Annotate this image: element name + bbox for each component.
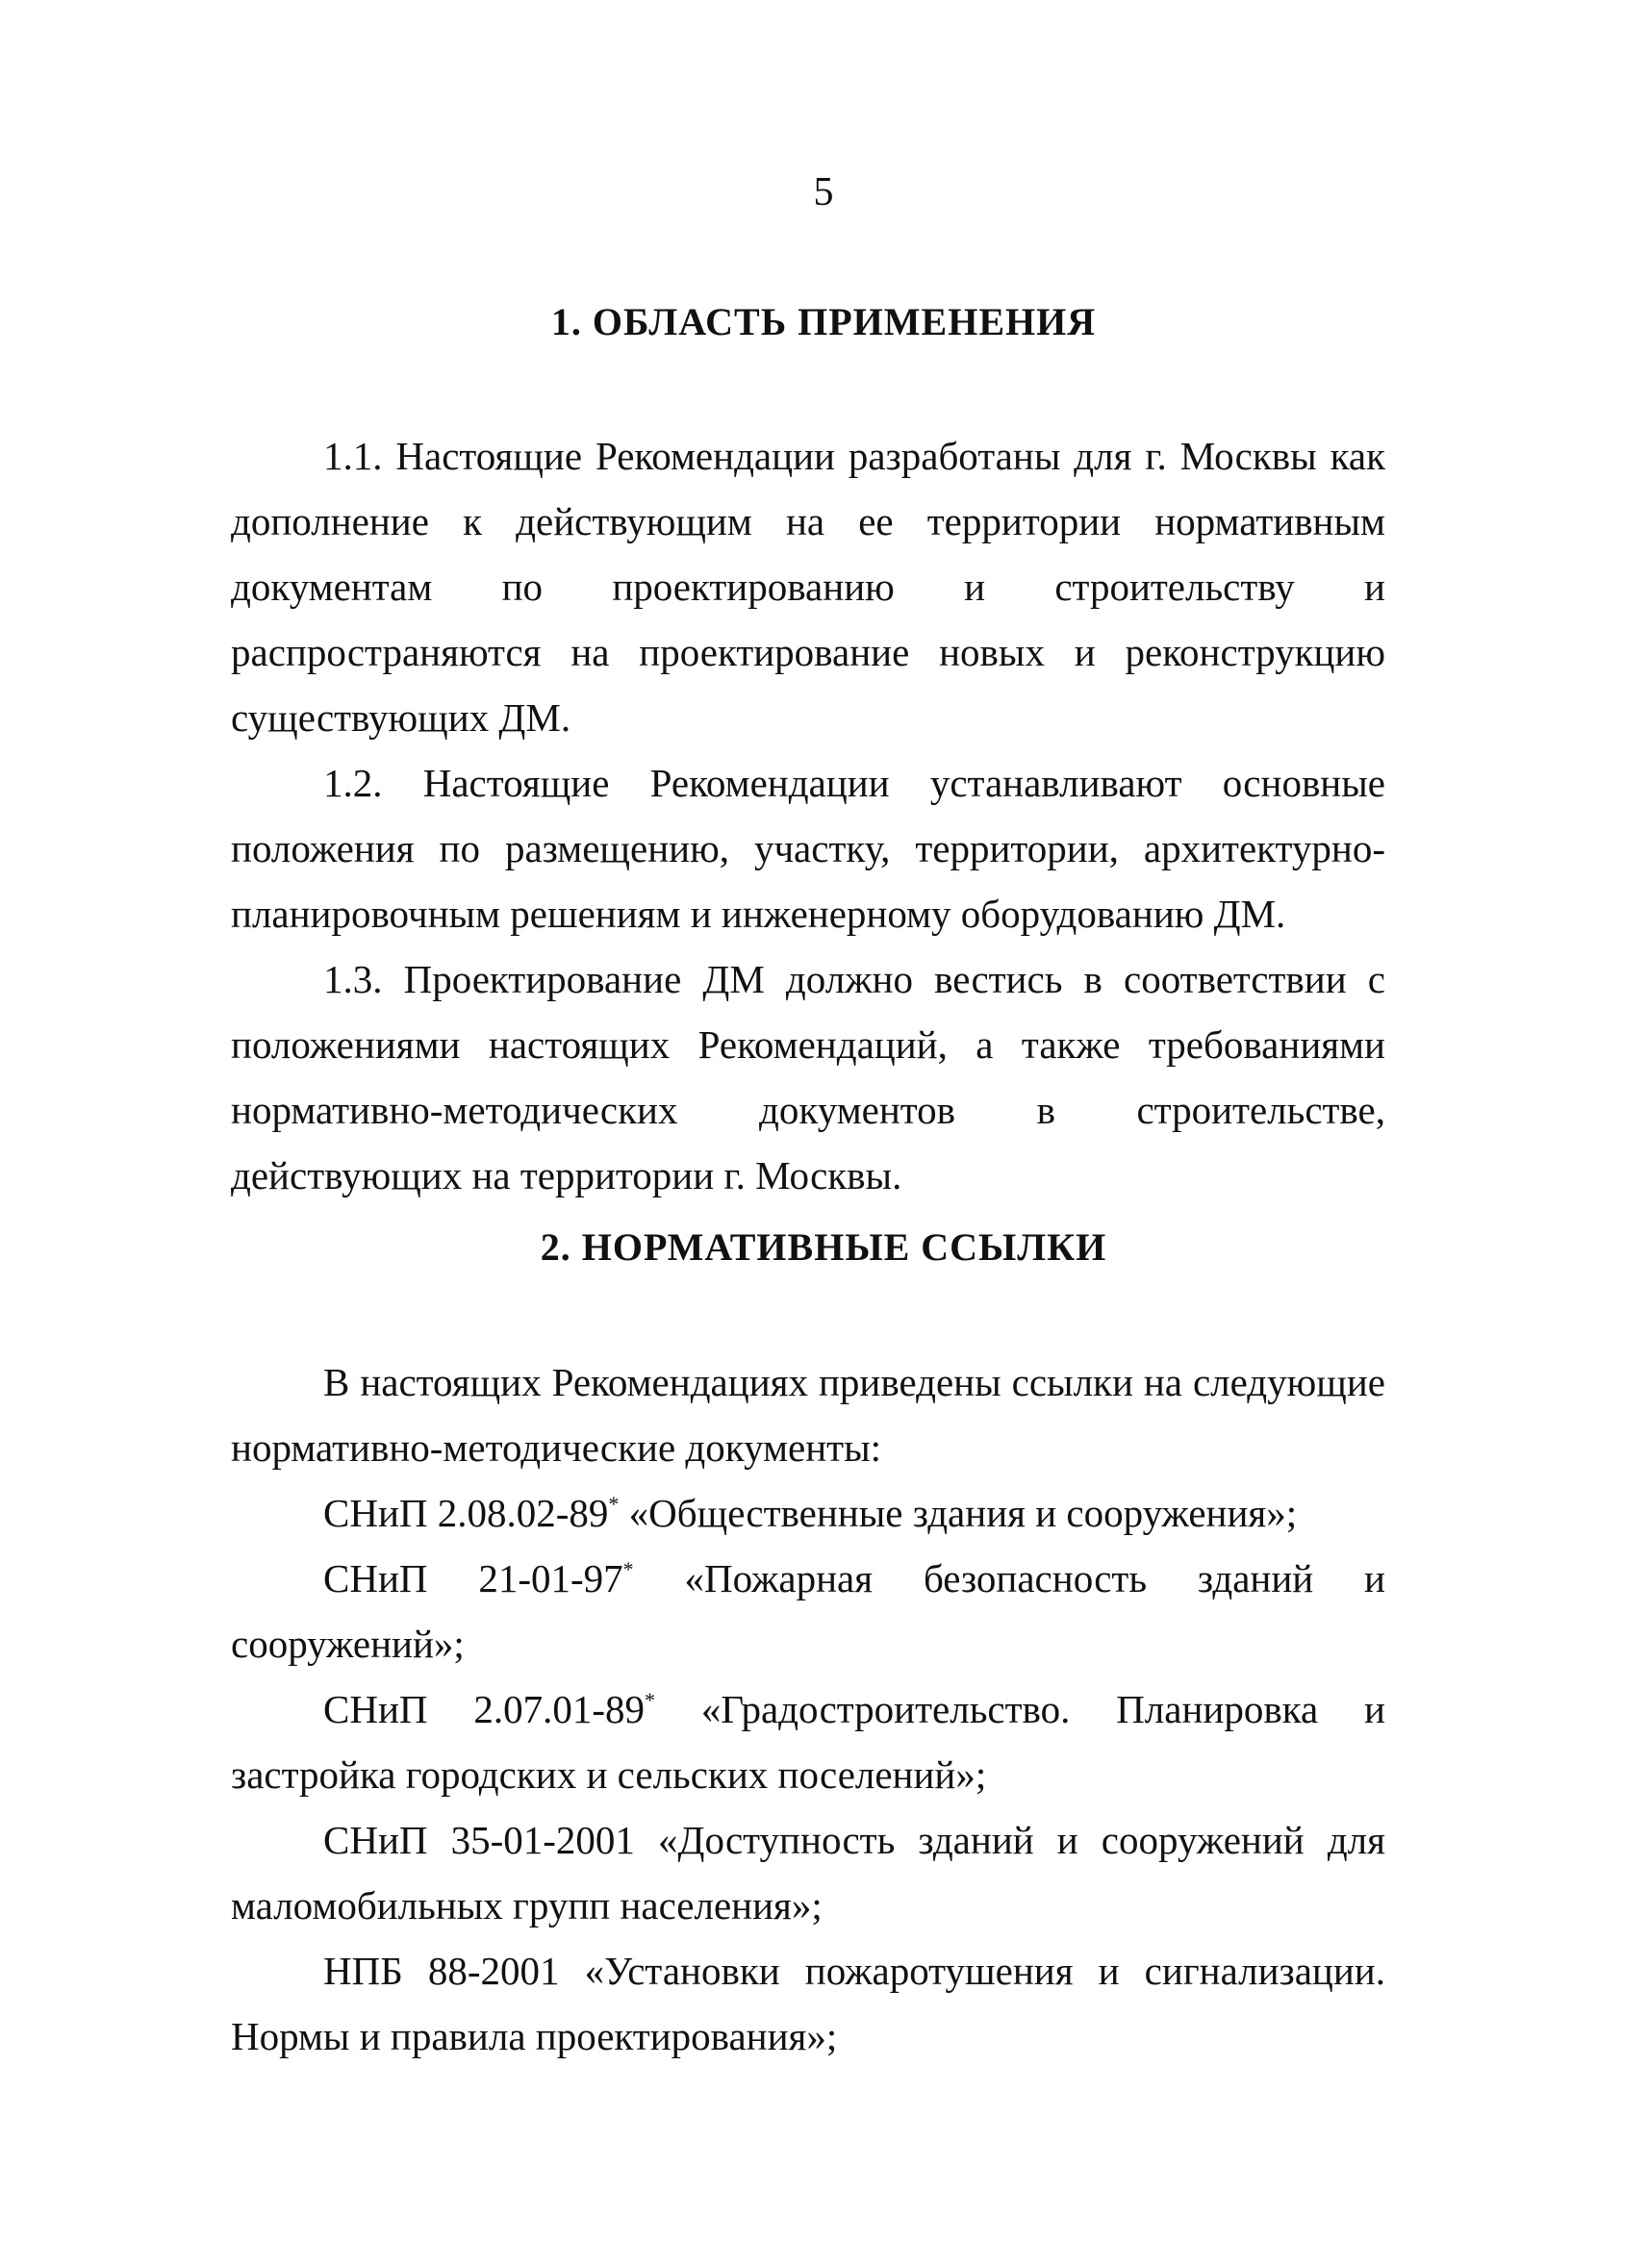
reference-code: СНиП 21-01-97 [323, 1556, 623, 1600]
paragraph-1-1: 1.1. Настоящие Рекомендации разработаны для г. Москвы как дополнение к действующим на ее территории нормативным документам по проектированию и строительству и распространяются на проектирование новых и реконструкцию существующих ДМ. [231, 434, 1385, 740]
reference-star: * [622, 1557, 634, 1581]
reference-item [231, 1480, 1385, 1546]
reference-title: «Общественные здания и сооружения»; [619, 1491, 1298, 1535]
reference-item [231, 1807, 1385, 1938]
paragraph-1-2: 1.2. Настоящие Рекомендации устанавливают основные положения по размещению, участку, территории, архитектурно-планировочным решениям и инженерному оборудованию ДМ. [231, 761, 1385, 936]
section-2-body [231, 1349, 1385, 2069]
reference-code: СНиП 2.08.02-89 [323, 1491, 609, 1535]
paragraph-1-3: 1.3. Проектирование ДМ должно вестись в соответствии с положениями настоящих Рекомендаций, а также требованиями нормативно-методических документов в строительстве, действующих на территории г. Москвы. [231, 957, 1385, 1197]
reference-title: «Доступность зданий и сооружений для маломобильных групп населения»; [231, 1818, 1385, 1928]
reference-title: «Пожарная безопасность зданий и сооружений»; [231, 1556, 1385, 1666]
page-number: 5 [813, 170, 834, 214]
reference-code: СНиП 35-01-2001 [323, 1818, 635, 1862]
reference-star: * [645, 1688, 656, 1712]
reference-title: «Установки пожаротушения и сигнализации. Нормы и правила проектирования»; [231, 1949, 1386, 2058]
section-1-title: 1. ОБЛАСТЬ ПРИМЕНЕНИЯ [550, 300, 1097, 343]
section-1-body [231, 423, 1385, 1208]
reference-code: СНиП 2.07.01-89 [323, 1687, 646, 1731]
reference-title: «Градостроительство. Планировка и застройка городских и сельских поселений»; [231, 1687, 1385, 1797]
reference-item [231, 1546, 1385, 1676]
reference-code: НПБ 88-2001 [323, 1949, 560, 1993]
references-intro: В настоящих Рекомендациях приведены ссылки на следующие нормативно-методические документы: [231, 1360, 1385, 1470]
reference-item [231, 1938, 1385, 2069]
section-2-title: 2. НОРМАТИВНЫЕ ССЫЛКИ [540, 1225, 1107, 1269]
reference-star: * [608, 1492, 620, 1516]
reference-item [231, 1676, 1385, 1807]
